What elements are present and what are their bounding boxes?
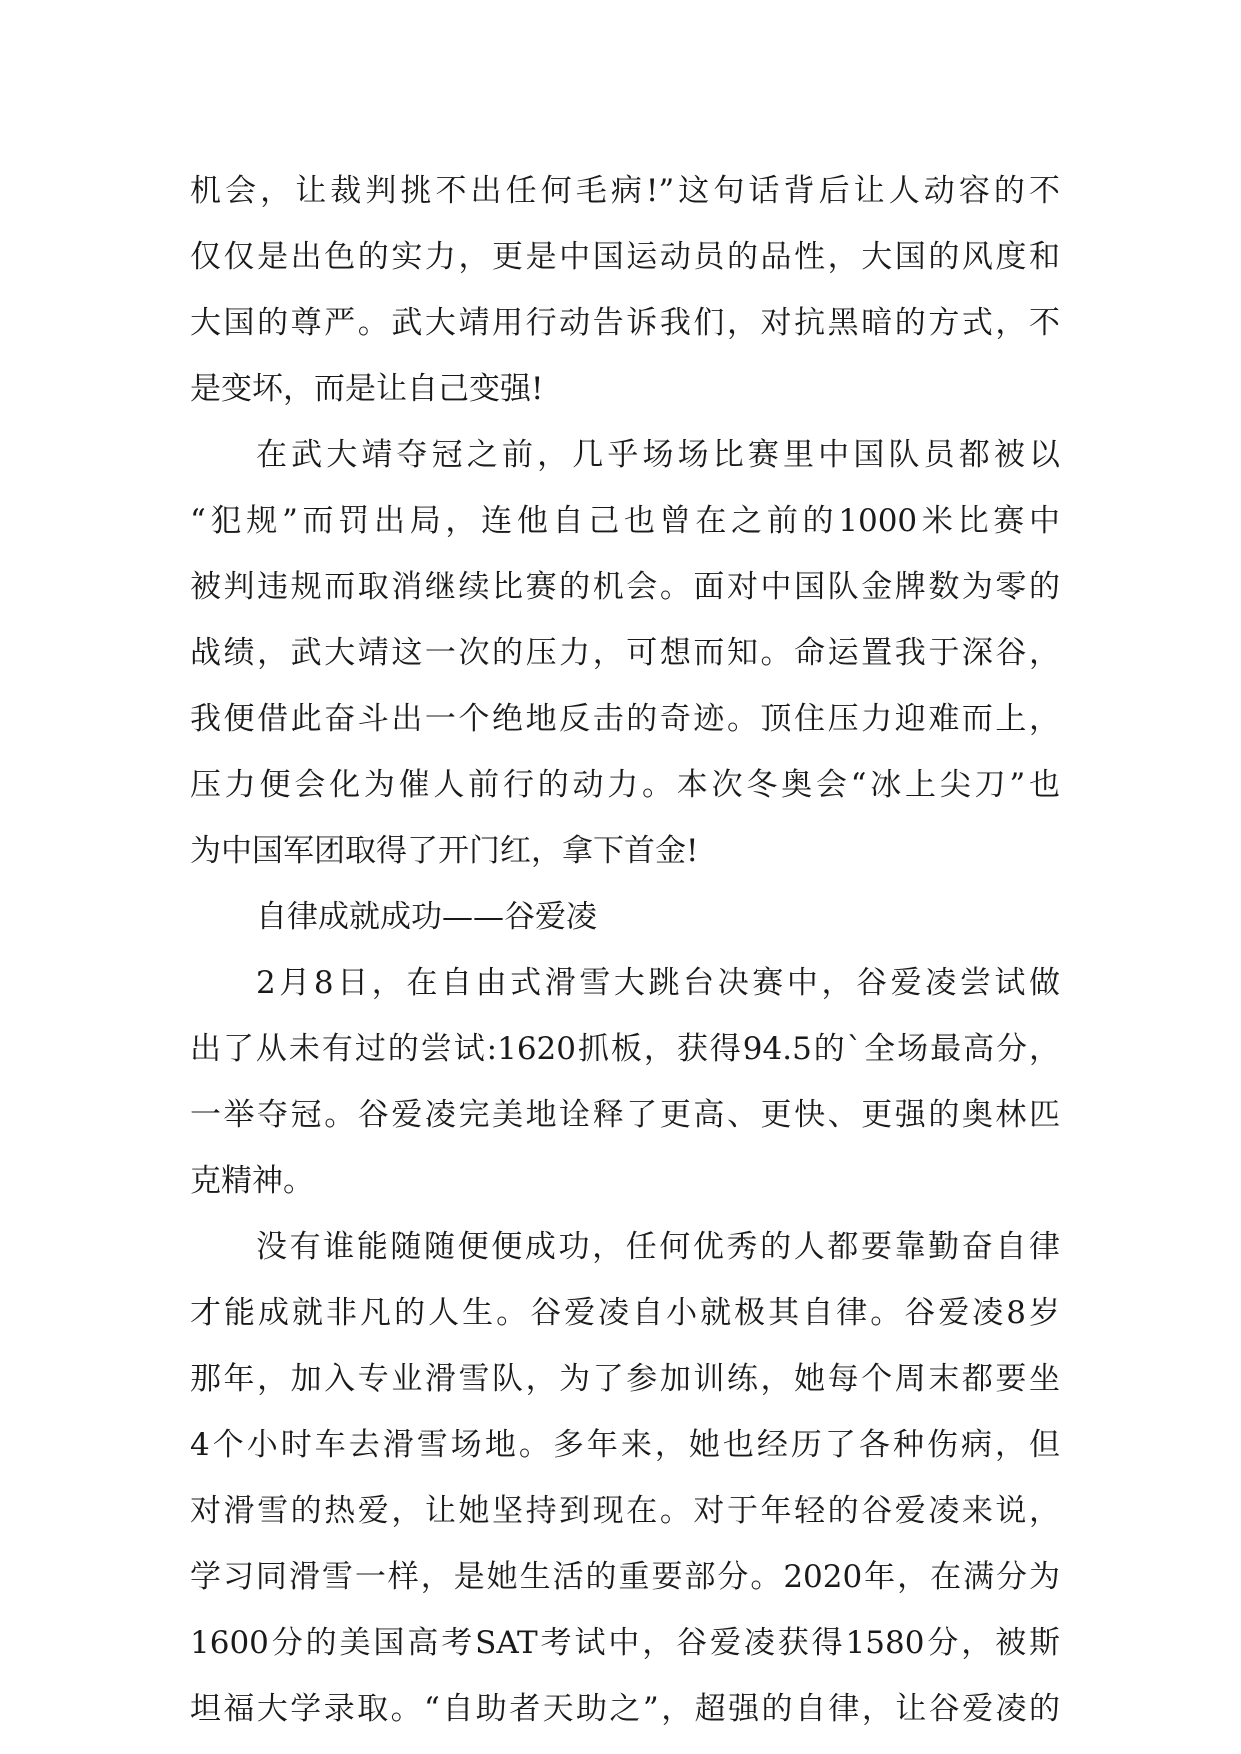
text-line: 才能成就非凡的人生。谷爱凌自小就极其自律。谷爱凌8岁: [190, 1295, 1060, 1331]
text-line: 我便借此奋斗出一个绝地反击的奇迹。顶住压力迎难而上，: [190, 701, 1060, 737]
text-line: 对滑雪的热爱，让她坚持到现在。对于年轻的谷爱凌来说，: [190, 1493, 1060, 1529]
text-line: 为中国军团取得了开门红，拿下首金!: [190, 833, 699, 869]
text-line: 那年，加入专业滑雪队，为了参加训练，她每个周末都要坐: [190, 1361, 1060, 1397]
text-line: 机会，让裁判挑不出任何毛病!”这句话背后让人动容的不: [190, 173, 1060, 209]
text-line: 克精神。: [190, 1163, 314, 1199]
text-line: 被判违规而取消继续比赛的机会。面对中国队金牌数为零的: [190, 569, 1060, 605]
text-line: 在武大靖夺冠之前，几乎场场比赛里中国队员都被以: [256, 437, 1060, 473]
text-line: 是变坏，而是让自己变强!: [190, 371, 544, 407]
text-line: 大国的尊严。武大靖用行动告诉我们，对抗黑暗的方式，不: [190, 305, 1060, 341]
text-line: 战绩，武大靖这一次的压力，可想而知。命运置我于深谷，: [190, 635, 1060, 671]
body-text: [190, 158, 1060, 1742]
text-line: 仅仅是出色的实力，更是中国运动员的品性，大国的风度和: [190, 239, 1060, 275]
text-line: 1600分的美国高考SAT考试中，谷爱凌获得1580分，被斯: [190, 1625, 1060, 1661]
text-line: 一举夺冠。谷爱凌完美地诠释了更高、更快、更强的奥林匹: [190, 1097, 1060, 1133]
section-heading: 自律成就成功——谷爱凌: [256, 899, 597, 935]
text-line: 坦福大学录取。“自助者天助之”，超强的自律，让谷爱凌的: [190, 1691, 1060, 1727]
text-line: 出了从未有过的尝试:1620抓板，获得94.5的`全场最高分，: [190, 1031, 1060, 1067]
text-line: 压力便会化为催人前行的动力。本次冬奥会“冰上尖刀”也: [190, 767, 1060, 803]
text-line: 学习同滑雪一样，是她生活的重要部分。2020年，在满分为: [190, 1559, 1060, 1595]
text-line: 2月8日，在自由式滑雪大跳台决赛中，谷爱凌尝试做: [256, 965, 1060, 1001]
text-line: 4个小时车去滑雪场地。多年来，她也经历了各种伤病，但: [190, 1427, 1060, 1463]
text-line: 没有谁能随随便便成功，任何优秀的人都要靠勤奋自律: [256, 1229, 1060, 1265]
text-line: “犯规”而罚出局，连他自己也曾在之前的1000米比赛中: [190, 503, 1060, 539]
